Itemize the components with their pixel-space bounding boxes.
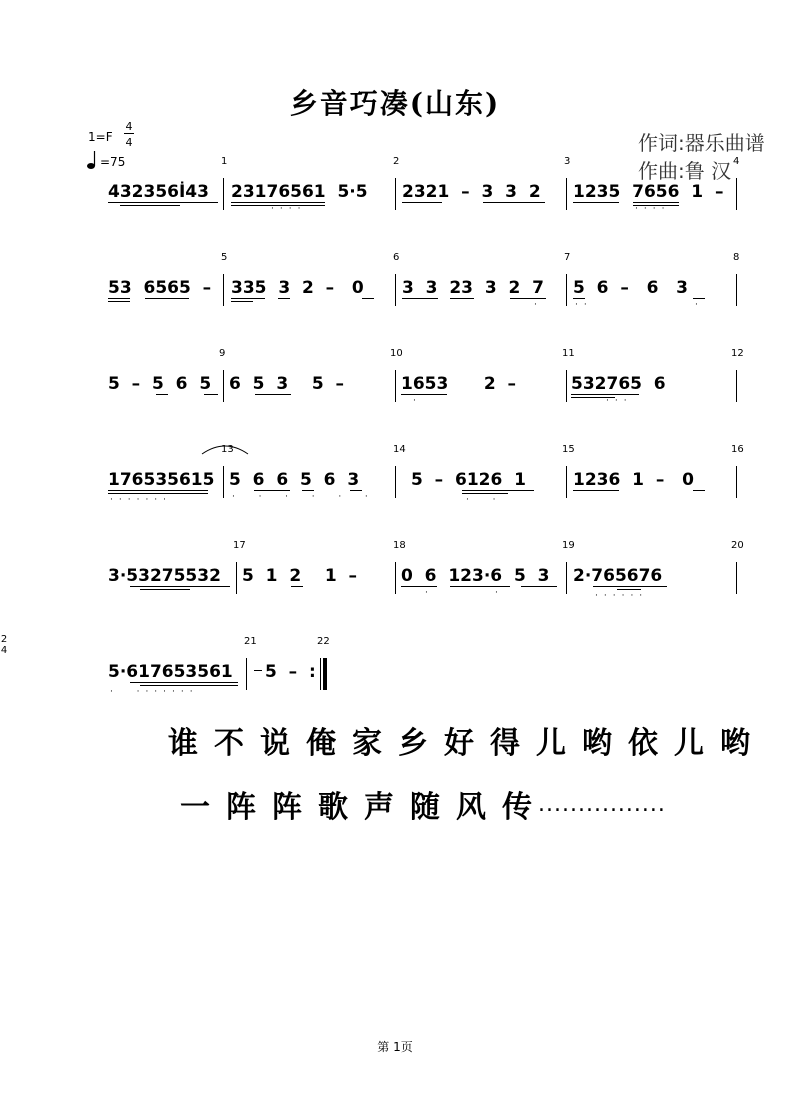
barline xyxy=(566,466,567,498)
beam-line xyxy=(402,202,442,203)
beam-line xyxy=(108,298,130,299)
final-barline-thick xyxy=(323,658,327,690)
barline xyxy=(223,178,224,210)
beam-line xyxy=(617,589,641,590)
barline xyxy=(566,178,567,210)
measure-notes: 5·617653561 xyxy=(108,662,233,682)
measure-number: 8 xyxy=(733,252,740,263)
lyric-line-1: 谁不说俺家乡好得儿哟依儿哟 xyxy=(168,726,766,761)
barline xyxy=(395,274,396,306)
measure-notes: 2321 – 3 3 2 xyxy=(402,182,541,202)
barline xyxy=(246,658,247,690)
measure-number: 14 xyxy=(393,444,406,455)
barline xyxy=(395,178,396,210)
beam-line xyxy=(462,493,508,494)
beam-line xyxy=(401,586,437,587)
beam-line xyxy=(291,586,303,587)
composer-credit: 作曲:鲁 汉 xyxy=(638,159,732,183)
measure-number: 11 xyxy=(562,348,575,359)
measure-notes: 5 – 5 6 5 xyxy=(108,374,212,394)
beam-line xyxy=(483,202,545,203)
measure-notes: 432356İ43 xyxy=(108,182,209,202)
inline-time-signature-bottom: 4 xyxy=(0,645,8,656)
beam-line xyxy=(693,298,705,299)
barline xyxy=(236,562,237,594)
measure-number: 10 xyxy=(390,348,403,359)
measure-notes: 3·53275532 xyxy=(108,566,221,586)
octave-dots: · · · · · · xyxy=(232,492,374,502)
measure-notes: 5 – 6126 1 xyxy=(411,470,526,490)
measure-number: 4 xyxy=(733,156,740,167)
measure-notes: 5 – : xyxy=(265,662,316,682)
octave-dots: · xyxy=(413,396,422,406)
barline xyxy=(736,178,737,210)
lyric-line-2: 一阵阵歌声随风传 xyxy=(180,790,548,825)
barline xyxy=(223,370,224,402)
beam-line xyxy=(120,205,180,206)
score-system-5 xyxy=(0,538,790,628)
octave-dots: · xyxy=(695,300,704,310)
measure-notes: 1653 2 – xyxy=(401,374,516,394)
page-title: 乡音巧凑(山东) xyxy=(289,87,501,120)
barline xyxy=(736,274,737,306)
measure-number: 18 xyxy=(393,540,406,551)
octave-dots: ······· xyxy=(110,495,173,505)
measure-notes: 3 3 23 3 2 7 xyxy=(402,278,544,298)
barline xyxy=(223,466,224,498)
measure-number: 15 xyxy=(562,444,575,455)
measure-number: 16 xyxy=(731,444,744,455)
measure-number: 7 xyxy=(564,252,571,263)
lyrics-ellipsis: ................ xyxy=(538,792,666,817)
beam-line xyxy=(693,490,705,491)
measure-number: 5 xyxy=(221,252,228,263)
beam-line xyxy=(362,298,374,299)
beam-line xyxy=(231,202,325,203)
final-barline-thin xyxy=(320,658,321,690)
measure-number: 13 xyxy=(221,444,234,455)
beam-line xyxy=(145,298,189,299)
key-signature: 1=F xyxy=(88,130,113,144)
beam-line xyxy=(204,394,218,395)
score-system-6 xyxy=(0,634,790,724)
measure-number: 12 xyxy=(731,348,744,359)
beam-line xyxy=(140,685,238,686)
beam-line xyxy=(571,394,639,395)
beam-line xyxy=(521,586,557,587)
octave-dots: ···· xyxy=(271,204,307,214)
beam-line xyxy=(278,298,290,299)
measure-number: 19 xyxy=(562,540,575,551)
beam-line xyxy=(462,490,534,491)
beam-line xyxy=(401,394,447,395)
octave-dots: · ······· xyxy=(110,687,199,697)
measure-notes: 335 3 2 – 0 xyxy=(231,278,364,298)
score-system-2 xyxy=(0,250,790,340)
octave-dots: ······ xyxy=(595,591,649,601)
measure-notes: 23176561 5·5 xyxy=(231,182,368,202)
octave-dots: · · xyxy=(466,495,502,505)
barline xyxy=(736,370,737,402)
octave-dots: · xyxy=(495,588,504,598)
measure-number: 21 xyxy=(244,636,257,647)
beam-line xyxy=(402,298,438,299)
measure-notes: 2·765676 xyxy=(573,566,663,586)
barline xyxy=(395,370,396,402)
beam-line xyxy=(108,490,208,491)
beam-line xyxy=(108,301,130,302)
beam-line xyxy=(156,394,168,395)
measure-number: 9 xyxy=(219,348,226,359)
measure-notes: 532765 6 xyxy=(571,374,666,394)
page-number: 第 1页 xyxy=(377,1040,413,1054)
measure-number: 20 xyxy=(731,540,744,551)
measure-notes: 1235 7656 1 – xyxy=(573,182,724,202)
score-system-4 xyxy=(0,442,790,532)
beam-line xyxy=(302,490,314,491)
beam-line xyxy=(231,301,253,302)
inline-time-signature-top: 2 xyxy=(0,634,8,645)
barline xyxy=(736,562,737,594)
octave-dots: · xyxy=(425,588,434,598)
measure-notes: 1236 1 – 0 xyxy=(573,470,694,490)
beam-line xyxy=(231,298,265,299)
beam-line xyxy=(593,586,667,587)
beam-line xyxy=(255,394,291,395)
octave-dots: ·· xyxy=(575,300,593,310)
octave-dots: · xyxy=(534,300,543,310)
beam-line xyxy=(573,202,619,203)
beam-line xyxy=(573,298,585,299)
barline xyxy=(566,274,567,306)
octave-dots: ··· xyxy=(606,396,633,406)
measure-notes: 6 5 3 5 – xyxy=(229,374,344,394)
measure-number: 22 xyxy=(317,636,330,647)
measure-number: 2 xyxy=(393,156,400,167)
lyricist-credit: 作词:器乐曲谱 xyxy=(638,131,765,155)
time-signature-divider xyxy=(124,133,134,134)
beam-line xyxy=(108,202,218,203)
barline xyxy=(566,370,567,402)
measure-number: 6 xyxy=(393,252,400,263)
beam-line xyxy=(633,202,679,203)
tempo-marking: =75 xyxy=(100,155,126,169)
octave-dots: ···· xyxy=(635,204,671,214)
measure-notes: 5 1 2 1 – xyxy=(242,566,357,586)
beam-line xyxy=(450,298,474,299)
measure-number: 3 xyxy=(564,156,571,167)
beam-line xyxy=(510,298,546,299)
barline xyxy=(223,274,224,306)
measure-notes: 0 6 123·6 5 3 xyxy=(401,566,550,586)
measure-number: 17 xyxy=(233,540,246,551)
measure-number: 1 xyxy=(221,156,228,167)
beam-line xyxy=(130,586,230,587)
measure-notes: 5 6 6 5 6 3 xyxy=(229,470,360,490)
measure-notes: 53 6565 – xyxy=(108,278,212,298)
beam-line xyxy=(254,490,290,491)
time-signature-top: 4 xyxy=(125,120,133,133)
score-system-3 xyxy=(0,346,790,436)
barline xyxy=(566,562,567,594)
score-system-1 xyxy=(0,150,790,240)
beam-line xyxy=(573,490,619,491)
barline xyxy=(395,466,396,498)
measure-notes: 5 6 – 6 3 xyxy=(573,278,688,298)
measure-notes: 176535615 xyxy=(108,470,215,490)
beam-line xyxy=(108,493,208,494)
beam-line xyxy=(350,490,362,491)
beam-line xyxy=(140,589,190,590)
time-signature-bottom: 4 xyxy=(125,136,133,149)
beam-line xyxy=(130,682,238,683)
barline xyxy=(736,466,737,498)
beam-line xyxy=(450,586,510,587)
barline xyxy=(395,562,396,594)
inline-time-signature-divider xyxy=(254,670,262,671)
